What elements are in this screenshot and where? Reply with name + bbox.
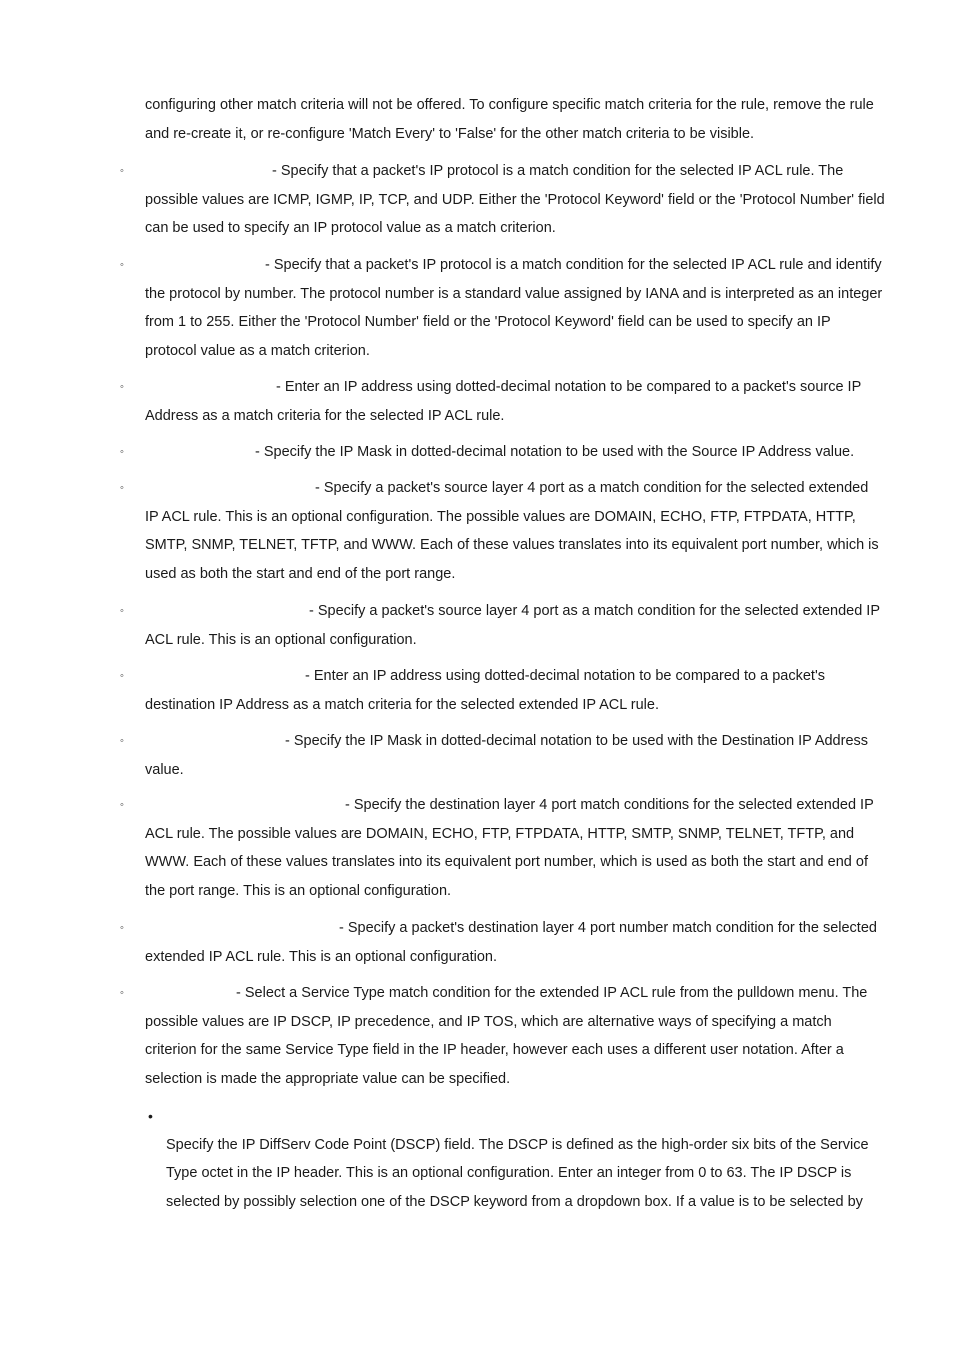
hollow-bullet-icon: ◦	[120, 259, 124, 271]
list-item-source-l4-port-keyword	[120, 474, 885, 588]
list-item-source-l4-port-number	[120, 597, 885, 654]
sub-list-item-text: Specify the IP DiffServ Code Point (DSCP) field. The DSCP is defined as the high-order six bits of the Service Type octet in the IP header. This is an optional configuration. Enter an integer from 0 to 63. The IP DSCP is selected by possibly selection one of the DSCP keyword from a dropdown box. If a value is to be selected by	[166, 1136, 869, 1210]
hollow-bullet-icon: ◦	[120, 735, 124, 747]
list-item-source-ip-mask	[120, 438, 885, 467]
list-item-source-ip-address	[120, 373, 885, 430]
list-item-protocol-number	[120, 251, 885, 365]
hollow-bullet-icon: ◦	[120, 922, 124, 934]
hollow-bullet-icon: ◦	[120, 987, 124, 999]
list-item-destination-l4-port-number	[120, 914, 885, 971]
list-item-text: - Specify that a packet's IP protocol is a match condition for the selected IP ACL rule. The possible values are ICMP, IGMP, IP, TCP, and UDP. Either the 'Protocol Keyword' field or the 'Protocol Number' field can be used to specify an IP protocol value as a match criterion.	[145, 163, 885, 236]
list-item-protocol-keyword	[120, 157, 885, 243]
hollow-bullet-icon: ◦	[120, 799, 124, 811]
hollow-bullet-icon: ◦	[120, 670, 124, 682]
list-item-text: - Specify the IP Mask in dotted-decimal notation to be used with the Destination IP Address value.	[145, 733, 869, 778]
list-item-destination-ip-mask	[120, 727, 885, 784]
list-item-text: - Select a Service Type match condition for the extended IP ACL rule from the pulldown menu. The possible values are IP DSCP, IP precedence, and IP TOS, which are alternative ways of specifying a match criterion for the same Service Type field in the IP header, however each uses a different user notation. After a selection is made the appropriate value can be specified.	[145, 985, 868, 1087]
list-item-text: - Specify a packet's destination layer 4 port number match condition for the selected extended IP ACL rule. This is an optional configuration.	[145, 920, 877, 965]
list-item-text: - Specify the IP Mask in dotted-decimal notation to be used with the Source IP Address value.	[255, 444, 855, 460]
list-item-text: - Specify a packet's source layer 4 port as a match condition for the selected extended IP ACL rule. This is an optional configuration. The possible values are DOMAIN, ECHO, FTP, FTPDATA, HTTP, SMTP, SNMP, TELNET, TFTP, and WWW. Each of these values translates into its equivalent port number, which is used as both the start and end of the port range.	[145, 480, 879, 582]
hollow-bullet-icon: ◦	[120, 446, 124, 458]
hollow-bullet-icon: ◦	[120, 165, 124, 177]
list-item-service-type	[120, 979, 885, 1093]
list-item-text: - Enter an IP address using dotted-decimal notation to be compared to a packet's destination IP Address as a match criteria for the selected extended IP ACL rule.	[145, 668, 825, 713]
hollow-bullet-icon: ◦	[120, 482, 124, 494]
list-item-text: - Enter an IP address using dotted-decimal notation to be compared to a packet's source IP Address as a match criteria for the selected IP ACL rule.	[145, 379, 861, 424]
hollow-bullet-icon: ◦	[120, 605, 124, 617]
list-item-text: - Specify the destination layer 4 port match conditions for the selected extended IP ACL rule. The possible values are DOMAIN, ECHO, FTP, FTPDATA, HTTP, SMTP, SNMP, TELNET, TFTP, and WWW. Each of these values translates into its equivalent port number, which is used as both the start and end of the port range. This is an optional configuration.	[145, 797, 874, 899]
list-item-destination-l4-port-keyword	[120, 791, 885, 905]
list-item-destination-ip-address	[120, 662, 885, 719]
intro-paragraph: configuring other match criteria will not be offered. To configure specific match criteria for the rule, remove the rule and re-create it, or re-configure 'Match Every' to 'False' for the other match criteria to be visible.	[145, 97, 874, 142]
list-item-text: - Specify a packet's source layer 4 port as a match condition for the selected extended IP ACL rule. This is an optional configuration.	[145, 603, 880, 648]
filled-bullet-icon: •	[148, 1108, 153, 1124]
hollow-bullet-icon: ◦	[120, 381, 124, 393]
list-item-text: - Specify that a packet's IP protocol is a match condition for the selected IP ACL rule and identify the protocol by number. The protocol number is a standard value assigned by IANA and is interpreted as an integer from 1 to 255. Either the 'Protocol Number' field or the 'Protocol Keyword' field can be used to specify an IP protocol value as a match criterion.	[145, 257, 883, 359]
